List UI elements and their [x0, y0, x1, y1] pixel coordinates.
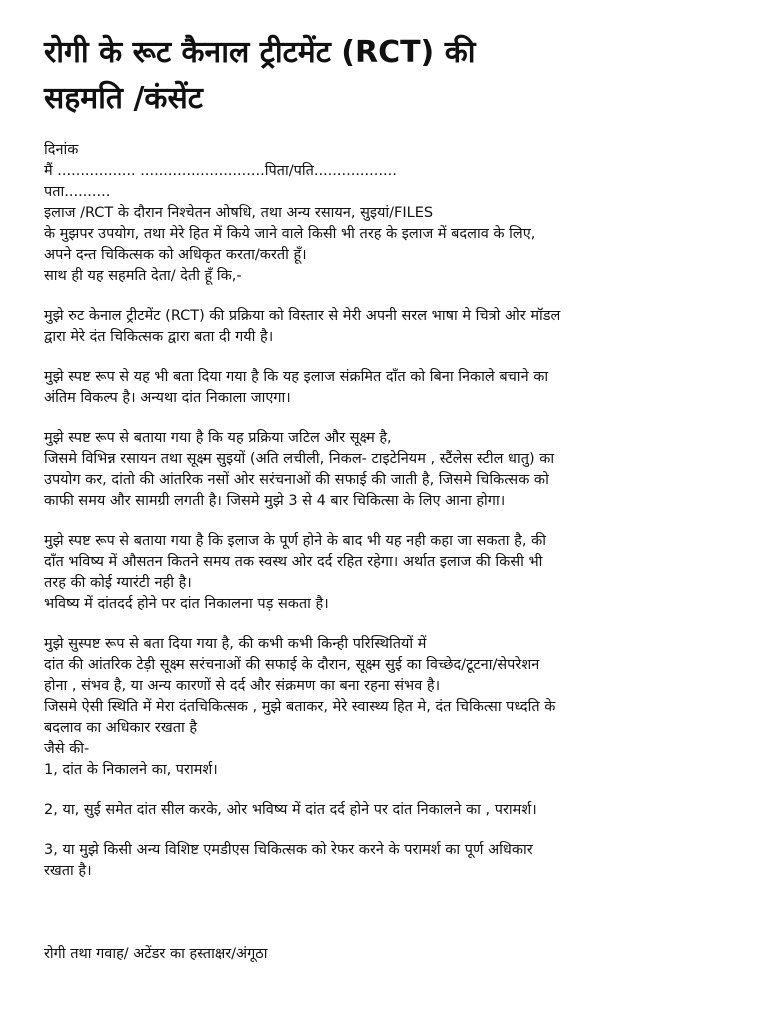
- title-line-2: सहमति /कंसेंट: [44, 81, 203, 116]
- paragraph-complications: [44, 634, 744, 781]
- paragraph-line: जैसे की-: [44, 741, 90, 757]
- address-field: पता..........: [44, 184, 111, 200]
- paragraph-line: 3, या मुझे किसी अन्य विशिष्ट एमडीएस चिकित्सक को रेफर करने के परामर्श का पूर्ण अधिकार: [44, 842, 533, 858]
- paragraph-line: भविष्य में दांतदर्द होने पर दांत निकालना पड़ सकता है।: [44, 596, 329, 612]
- option-item-1: 1, दांत के निकालने का, परामर्श।: [44, 762, 218, 778]
- paragraph-line: दांत की आंतरिक टेड़ी सूक्ष्म सरंचनाओं की सफाई के दौरान, सूक्ष्म सुई का विच्छेद/टूटना/सेपरेशन: [44, 657, 540, 673]
- paragraph-complex-procedure: [44, 428, 744, 512]
- paragraph-procedure-explained: [44, 306, 744, 348]
- paragraph-line: जिसमे ऐसी स्थिति में मेरा दंतचिकित्सक , मुझे बताकर, मेरे स्वास्थ्य हित मे, दंत चिकित्सा पध्दति के: [44, 699, 556, 715]
- paragraph-line: काफी समय और सामग्री लगती है। जिसमे मुझे 3 से 4 बार चिकित्सा के लिए आना होगा।: [44, 493, 506, 509]
- paragraph-line: द्वारा मेरे दंत चिकित्सक द्वारा बता दी गयी है।: [44, 329, 274, 345]
- date-field: दिनांक: [44, 142, 79, 158]
- paragraph-line: मुझे स्पष्ट रूप से बताया गया है कि इलाज के पूर्ण होने के बाद भी यह नही कहा जा सकता है, की: [44, 533, 546, 549]
- option-item-2: [44, 800, 744, 821]
- paragraph-line: रखता है।: [44, 863, 92, 879]
- paragraph-line: तरह की कोई ग्यारंटी नही है।: [44, 575, 192, 591]
- header-line: अपने दन्त चिकित्सक को अधिकृत करता/करती हूँ।: [44, 247, 307, 263]
- paragraph-line: अंतिम विकल्प है। अन्यथा दांत निकाला जाएगा।: [44, 390, 291, 406]
- paragraph-no-guarantee: [44, 531, 744, 615]
- header-line: इलाज /RCT के दौरान निश्चेतन ओषधि, तथा अन्य रसायन, सुइयां/FILES: [44, 205, 434, 221]
- title-line-1: रोगी के रूट कैनाल ट्रीटमेंट (RCT) की: [44, 35, 476, 70]
- consent-document: [44, 30, 744, 965]
- header-line: के मुझपर उपयोग, तथा मेरे हित में किये जाने वाले किसी भी तरह के इलाज में बदलाव के लिए,: [44, 226, 536, 242]
- paragraph-line: दाँत भविष्य में औसतन कितने समय तक स्वस्थ ओर दर्द रहित रहेगा। अर्थात इलाज की किसी भी: [44, 554, 543, 570]
- paragraph-line: जिसमे विभिन्न रसायन तथा सूक्ष्म सुइयों (अति लचीली, निकल- टाइटेनियम , स्टैंलेस स्टील धातु) का: [44, 451, 555, 467]
- paragraph-line: बदलाव का अधिकार रखता है: [44, 720, 198, 736]
- document-title: [44, 30, 744, 122]
- signature-line: [44, 944, 744, 965]
- paragraph-line: मुझे स्पष्ट रूप से यह भी बता दिया गया है कि यह इलाज संक्रमित दाँत को बिना निकाले बचाने का: [44, 369, 549, 385]
- paragraph-line: होना , संभव है, या अन्य कारणों से दर्द और संक्रमण का बना रहना संभव है।: [44, 678, 441, 694]
- paragraph-line: मुझे रुट केनाल ट्रीटमेंट (RCT) की प्रक्रिया को विस्तार से मेरी अपनी सरल भाषा मे चित्रो ओर मॉडल: [44, 308, 561, 324]
- header-line: साथ ही यह सहमति देता/ देती हूँ कि,-: [44, 268, 242, 284]
- signature-label: रोगी तथा गवाह/ अटेंडर का हस्ताक्षर/अंगूठा: [44, 946, 268, 962]
- name-field: मैं ................. ...........................पिता/पति..................: [44, 163, 397, 179]
- paragraph-line: उपयोग कर, दांतो की आंतरिक नसों ओर सरंचनाओं की सफाई की जाती है, जिसमे चिकित्सक को: [44, 472, 549, 488]
- paragraph-line: 2, या, सुई समेत दांत सील करके, ओर भविष्य में दांत दर्द होने पर दांत निकालने का , परामर्श।: [44, 802, 537, 818]
- header-block: [44, 140, 744, 287]
- option-item-3: [44, 840, 744, 882]
- paragraph-line: मुझे स्पष्ट रूप से बताया गया है कि यह प्रक्रिया जटिल और सूक्ष्म है,: [44, 430, 392, 446]
- paragraph-line: मुझे सुस्पष्ट रूप से बता दिया गया है, की कभी कभी किन्ही परिस्थितियों में: [44, 636, 427, 652]
- paragraph-last-option: [44, 367, 744, 409]
